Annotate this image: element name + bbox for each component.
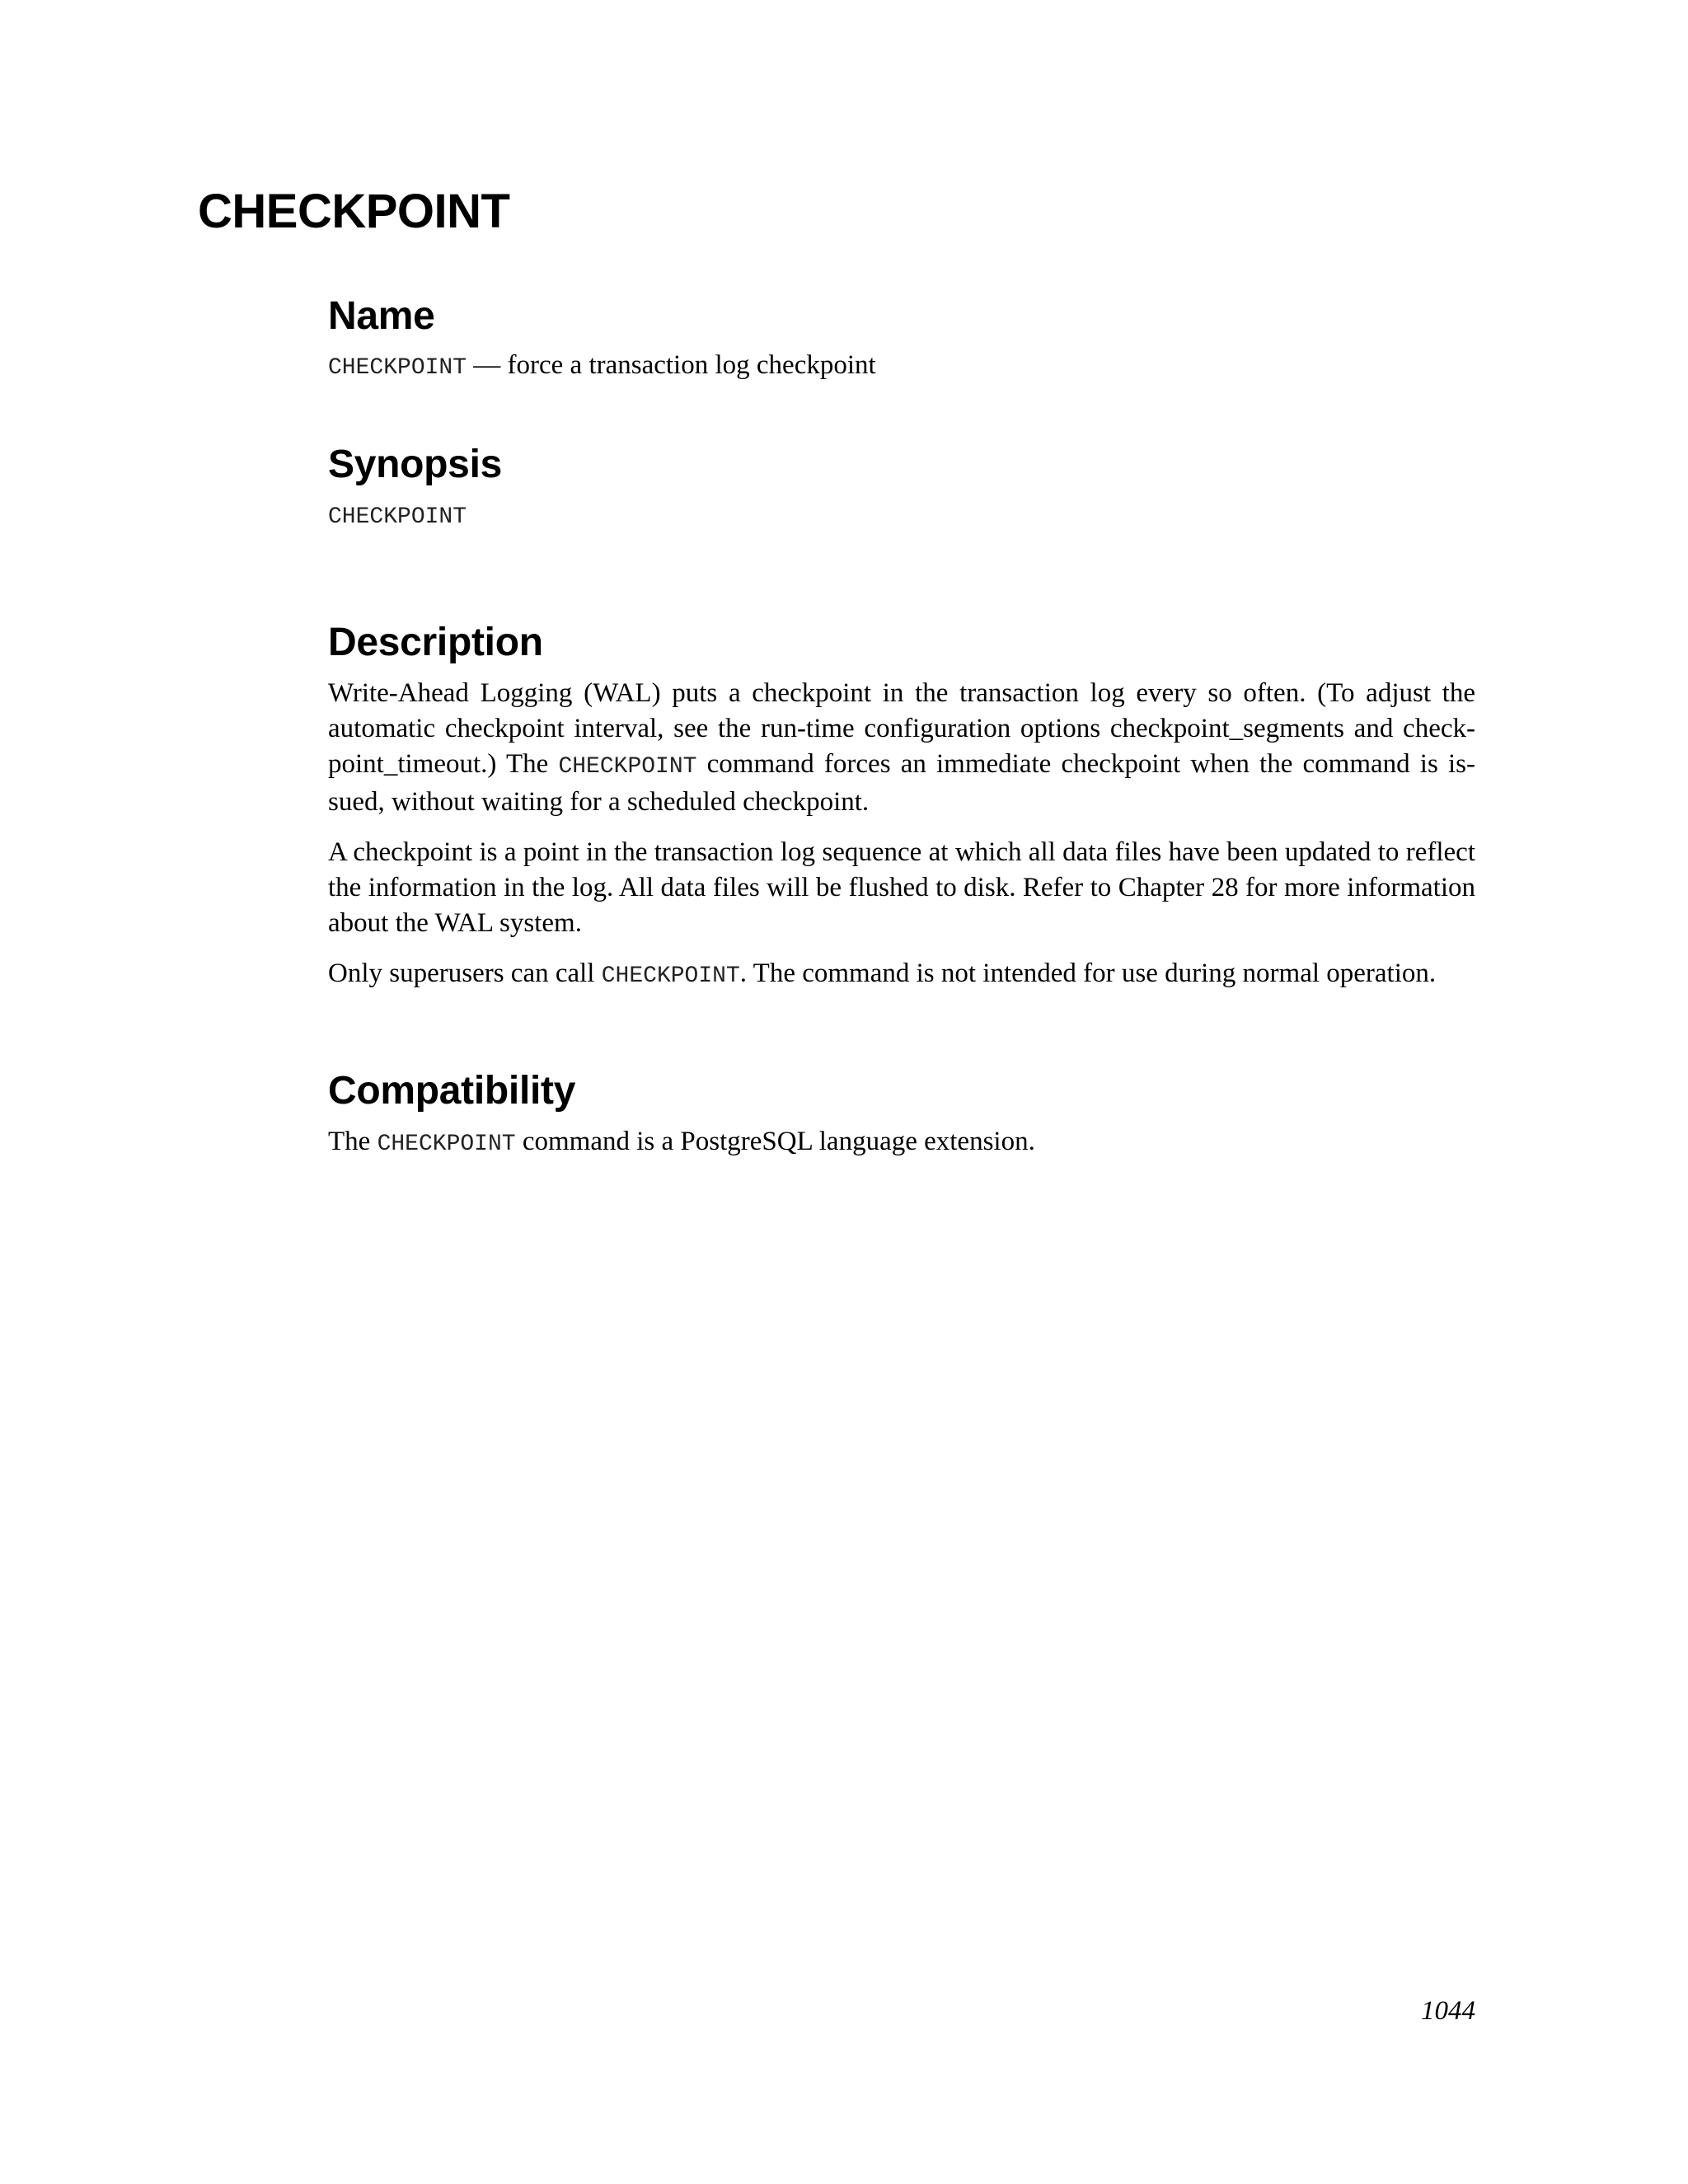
description-heading: Description — [328, 621, 543, 664]
inline-code: CHECKPOINT — [558, 754, 697, 780]
name-section — [328, 290, 1475, 386]
page-title: CHECKPOINT — [198, 185, 510, 238]
compatibility-heading: Compatibility — [328, 1069, 576, 1113]
name-paragraph — [328, 348, 1475, 386]
command-name: CHECKPOINT — [328, 355, 467, 381]
description-text: Write-Ahead Logging (WAL) puts a checkpoint in the transaction log every so often. (To adjust the automatic checkpoint interval, see the run-time configuration options checkpoint_segments and checkpoint_timeout.) The — [328, 678, 1475, 779]
synopsis-section — [328, 438, 1475, 534]
synopsis-code: CHECKPOINT — [328, 504, 467, 530]
page-number: 1044 — [1421, 1996, 1475, 2026]
description-text: command forces an immediate checkpoint when the command is issued, without waiting for a scheduled checkpoint. — [328, 749, 1475, 817]
description-text: . The command is not intended for use during normal operation. — [739, 958, 1437, 988]
compatibility-section — [328, 1065, 1475, 1162]
inline-code: CHECKPOINT — [377, 1132, 516, 1157]
document-body — [328, 290, 1475, 1162]
compatibility-paragraph — [328, 1124, 1475, 1162]
command-summary: — force a transaction log checkpoint — [467, 350, 876, 380]
compatibility-text: The — [328, 1127, 377, 1156]
description-paragraph-3 — [328, 956, 1475, 994]
description-section — [328, 616, 1475, 994]
description-paragraph-2: A checkpoint is a point in the transaction log sequence at which all data files have been updated to reflect the information in the log. All data files will be flushed to disk. Refer to Chapter 28 for more information about the WAL system. — [328, 837, 1475, 938]
synopsis-heading: Synopsis — [328, 443, 502, 486]
description-text: Only superusers can call — [328, 958, 602, 988]
description-paragraph-1 — [328, 676, 1475, 820]
name-heading: Name — [328, 294, 435, 338]
compatibility-text: command is a PostgreSQL language extension. — [515, 1127, 1035, 1156]
inline-code: CHECKPOINT — [601, 963, 740, 989]
